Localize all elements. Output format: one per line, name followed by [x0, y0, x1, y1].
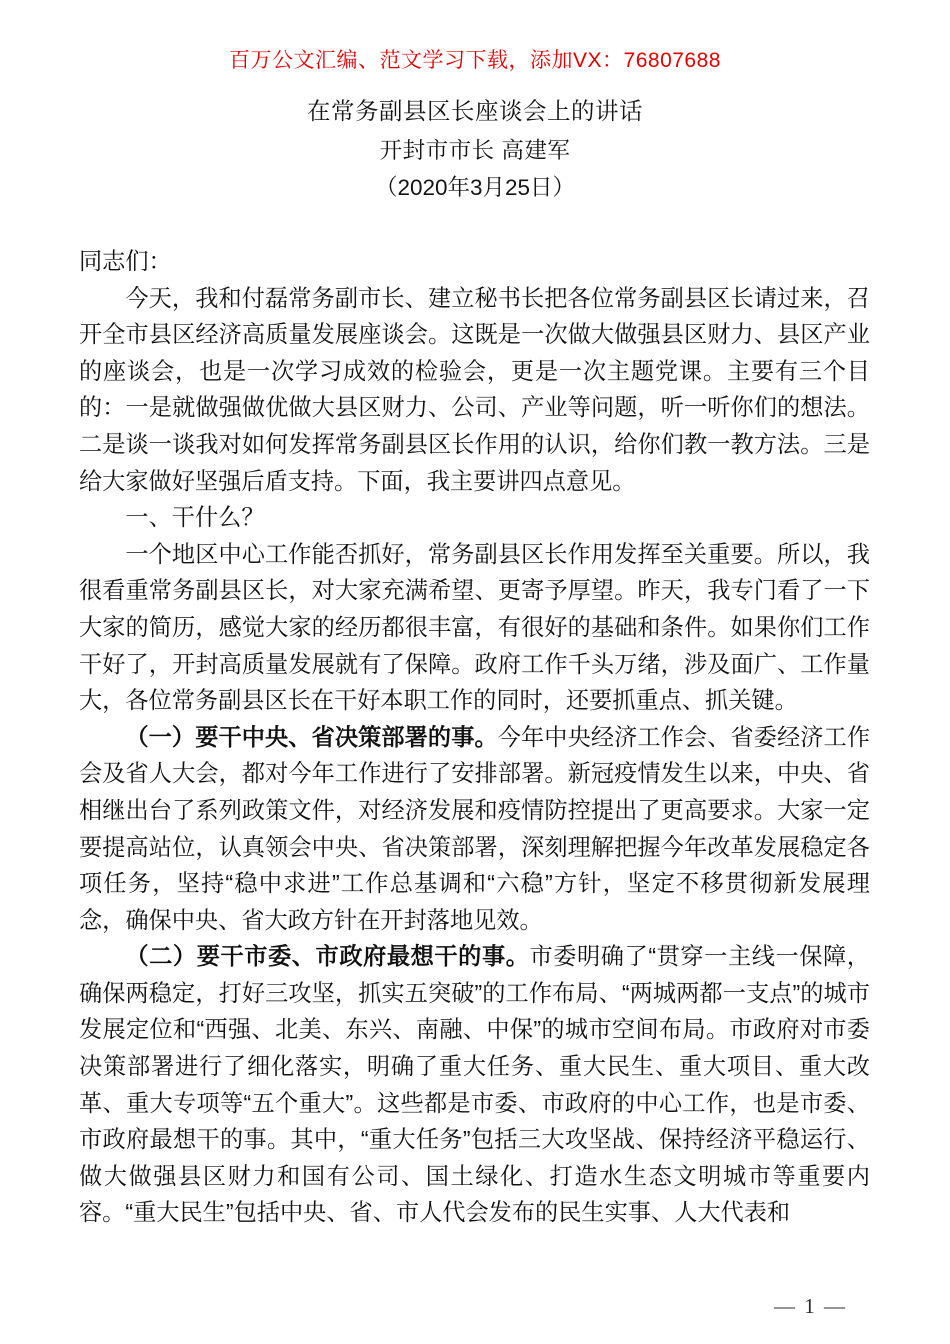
paragraph-subsection-2 — [79, 938, 870, 1231]
subsection-text-1: 今年中央经济工作会、省委经济工作会及省人大会，都对今年工作进行了安排部署。新冠疫情发生以来，中央、省相继出台了系列政策文件，对经济发展和疫情防控提出了更高要求。大家一定要提高站位，认真领会中央、省决策部署，深刻理解把握今年改革发展稳定各项任务，坚持“稳中求进”工作总基调和“六稳”方针，坚定不移贯彻新发展理念，确保中央、省大政方针在开封落地见效。 — [79, 723, 871, 933]
document-title: 在常务副县区长座谈会上的讲话 — [307, 98, 643, 124]
subsection-heading-2: （二）要干市委、市政府最想干的事。 — [125, 943, 530, 970]
paragraph-subsection-1 — [79, 719, 870, 939]
page-number: — 1 — — [774, 1294, 847, 1318]
subsection-heading-1: （一）要干中央、省决策部署的事。 — [125, 723, 498, 750]
subsection-text-2: 市委明确了“贯穿一主线一保障，确保两稳定，打好三攻坚，抓实五突破”的工作布局、“两城两都一支点”的城市发展定位和“西强、北美、东兴、南融、中保”的城市空间布局。市政府对市委决策部署进行了细化落实，明确了重大任务、重大民生、重大项目、重大改革、重大专项等“五个重大”。这些都是市委、市政府的中心工作，也是市委、市政府最想干的事。其中，“重大任务”包括三大攻坚战、保持经济平稳运行、做大做强县区财力和国有公司、国土绿化、打造水生态文明城市等重要内容。“重大民生”包括中央、省、市人代会发布的民生实事、人大代表和 — [79, 943, 870, 1226]
title-block — [0, 96, 950, 203]
paragraph-section-1: 一个地区中心工作能否抓好，常务副县区长作用发挥至关重要。所以，我很看重常务副县区长，对大家充满希望、更寄予厚望。昨天，我专门看了一下大家的简历，感觉大家的经历都很丰富，有很好的基础和条件。如果你们工作干好了，开封高质量发展就有了保障。政府工作千头万绪，涉及面广、工作量大，各位常务副县区长在干好本职工作的同时，还要抓重点、抓关键。 — [79, 540, 870, 714]
salutation: 同志们： — [79, 248, 172, 274]
section-heading-1: 一、干什么？ — [125, 504, 265, 531]
paragraph-intro: 今天，我和付磊常务副市长、建立秘书长把各位常务副县区长请过来，召开全市县区经济高质量发展座谈会。这既是一次做大做强县区财力、县区产业的座谈会，也是一次学习成效的检验会，更是一次主题党课。主要有三个目的：一是就做强做优做大县区财力、公司、产业等问题，听一听你们的想法。二是谈一谈我对如何发挥常务副县区长作用的认识，给你们教一教方法。三是给大家做好坚强后盾支持。下面，我主要讲四点意见。 — [79, 284, 870, 494]
document-body — [79, 243, 870, 1231]
document-author: 开封市市长 高建军 — [379, 138, 571, 163]
promo-banner: 百万公文汇编、范文学习下载，添加VX：76807688 — [229, 49, 721, 72]
document-date: （2020年3月25日） — [374, 175, 576, 200]
